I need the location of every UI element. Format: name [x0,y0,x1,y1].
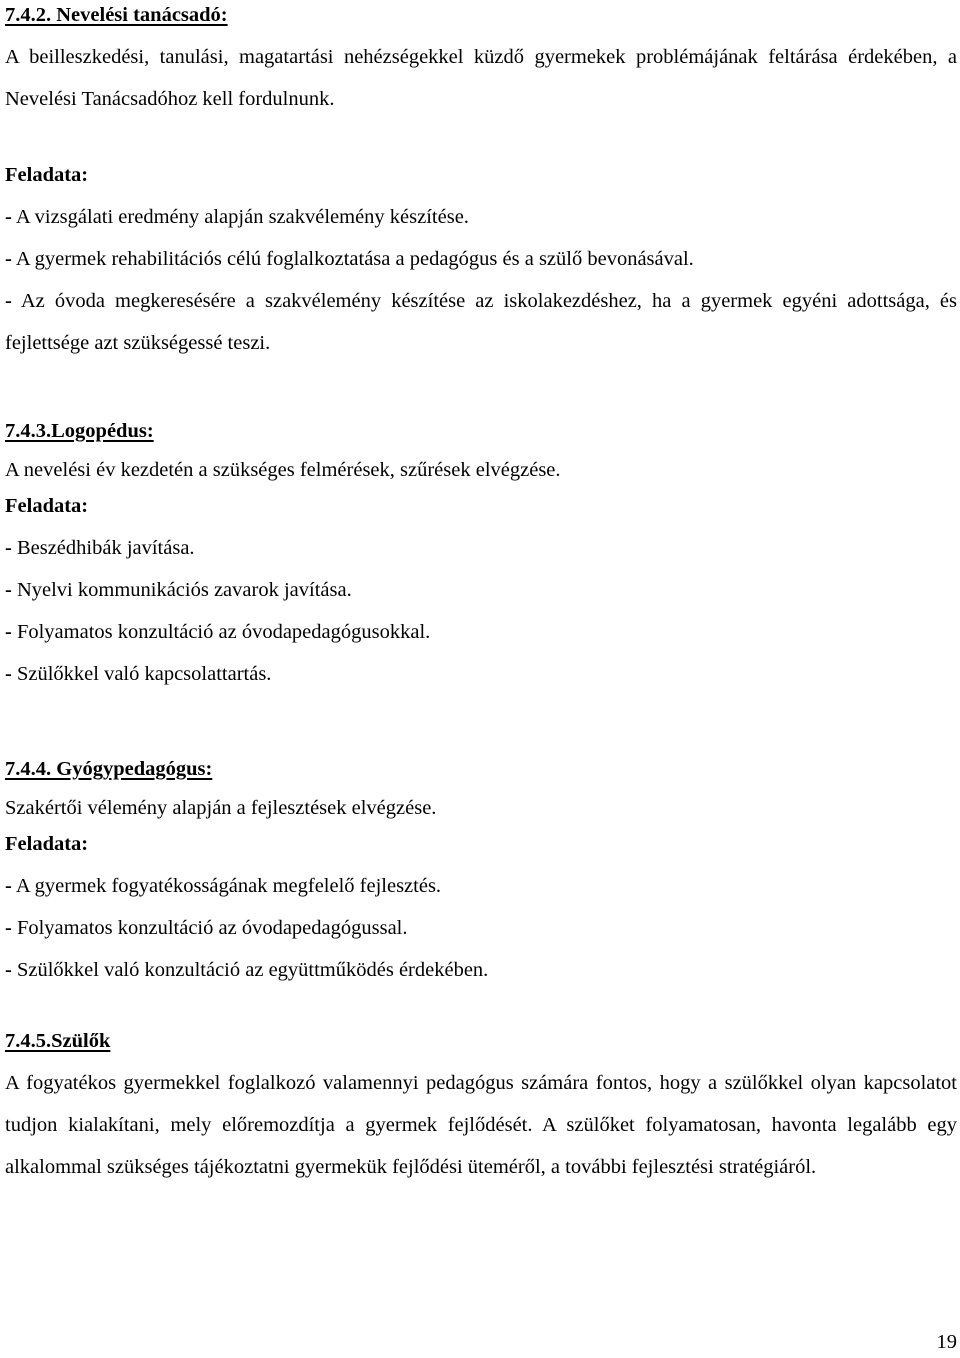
section-body: A fogyatékos gyermekkel foglalkozó valamennyi pedagógus számára fontos, hogy a szülőkkel olyan kapcsolatot tudjon kialakítani, mely előremozdítja a gyermek fejlődését. A szülőket folyamatosan, havonta legalább egy alkalommal szükséges tájékoztatni gyermekük fejlődési üteméről, a további fejlesztési stratégiáról. [5,1072,957,1178]
section-title: 7.4.2. Nevelési tanácsadó: [5,4,228,26]
list-item-text: A vizsgálati eredmény alapján szakvélemény készítése. [15,206,469,228]
list-item [5,653,957,695]
list-item-text: Nyelvi kommunikációs zavarok javítása. [16,579,352,601]
list-item [5,196,957,238]
list-item-text: Szülőkkel való konzultáció az együttműködés érdekében. [16,959,489,981]
page-number: 19 [936,1331,957,1353]
dash: - [5,579,12,601]
dash: - [5,959,12,981]
list-item [5,280,957,364]
list-item [5,527,957,569]
list-item [5,865,957,907]
section-title: 7.4.4. Gyógypedagógus: [5,758,213,780]
list-item-text: Az óvoda megkeresésére a szakvélemény készítése az iskolakezdéshez, ha a gyermek egyéni adottsága, és fejlettsége azt szükségessé teszi. [5,290,958,354]
task-label: Feladata: [5,164,89,186]
list-item-text: Folyamatos konzultáció az óvodapedagógusokkal. [16,621,431,643]
dash: - [5,917,12,939]
list-item [5,949,957,991]
dash: - [5,248,12,270]
list-item-text: A gyermek rehabilitációs célú foglalkoztatása a pedagógus és a szülő bevonásával. [15,248,694,270]
task-label: Feladata: [5,833,89,855]
dash: - [5,875,12,897]
list-item-text: A gyermek fogyatékosságának megfelelő fejlesztés. [15,875,442,897]
list-item [5,238,957,280]
section-743 [5,416,957,695]
dash: - [5,537,12,559]
list-item-text: Szülőkkel való kapcsolattartás. [16,663,272,685]
section-744 [5,754,957,991]
list-item-text: Beszédhibák javítása. [16,537,195,559]
section-title: 7.4.3.Logopédus: [5,420,154,442]
section-745 [5,1026,957,1188]
dash: - [5,621,12,643]
section-intro: Szakértői vélemény alapján a fejlesztések elvégzése. [5,797,437,819]
list-item-text: Folyamatos konzultáció az óvodapedagógussal. [16,917,408,939]
dash: - [5,206,12,228]
section-intro: A nevelési év kezdetén a szükséges felmérések, szűrések elvégzése. [5,459,561,481]
task-label: Feladata: [5,495,89,517]
list-item [5,907,957,949]
section-742-tasks [5,160,957,364]
section-intro: A beilleszkedési, tanulási, magatartási nehézségekkel küzdő gyermekek problémájának feltárása érdekében, a Nevelési Tanácsadóhoz kell fordulnunk. [5,46,957,110]
section-742 [5,0,957,120]
dash: - [5,663,12,685]
list-item [5,569,957,611]
list-item [5,611,957,653]
section-title: 7.4.5.Szülők [5,1030,111,1052]
dash: - [5,290,12,312]
